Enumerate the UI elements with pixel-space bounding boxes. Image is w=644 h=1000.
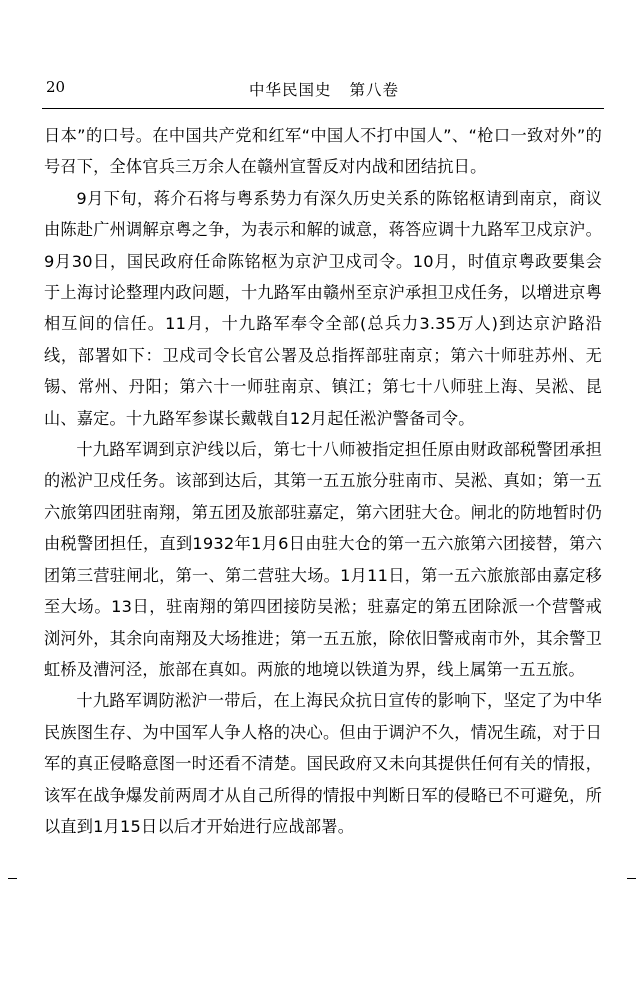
page-number: 20 — [46, 78, 66, 96]
page-header — [46, 78, 602, 100]
paragraph: 十九路军调到京沪线以后，第七十八师被指定担任原由财政部税警团承担的淞沪卫戍任务。该部到达后，其第一五五旅分驻南市、吴淞、真如；第一五六旅第四团驻南翔，第五团及旅部驻嘉定，第六团驻大仓。闸北的防地暂时仍由税警团担任，直到1932年1月6日由驻大仓的第一五六旅第六团接替，第六团第三营驻闸北，第一、第二营驻大场。1月11日，第一五六旅旅部由嘉定移至大场。13日，驻南翔的第四团接防吴淞；驻嘉定的第五团除派一个营警戒浏河外，其余向南翔及大场推进；第一五五旅，除依旧警戒南市外，其余警卫虹桥及漕河泾，旅部在真如。两旅的地境以铁道为界，线上属第一五五旅。 — [44, 440, 602, 679]
crop-mark-left — [8, 878, 17, 879]
paragraph: 日本”的口号。在中国共产党和红军“中国人不打中国人”、“枪口一致对外”的号召下，全体官兵三万余人在赣州宣誓反对内战和团结抗日。 — [44, 126, 602, 177]
paragraph: 十九路军调防淞沪一带后，在上海民众抗日宣传的影响下，坚定了为中华民族图生存、为中国军人争人格的决心。但由于调沪不久，情况生疏，对于日军的真正侵略意图一时还看不清楚。国民政府又未向其提供任何有关的情报，该军在战争爆发前两周才从自己所得的情报中判断日军的侵略已不可避免，所以直到1月15日以后才开始进行应战部署。 — [44, 691, 602, 836]
paragraph: 9月下旬，蒋介石将与粤系势力有深久历史关系的陈铭枢请到南京，商议由陈赴广州调解京粤之争，为表示和解的诚意，蒋答应调十九路军卫戍京沪。9月30日，国民政府任命陈铭枢为京沪卫戍司令。10月，时值京粤政要集会于上海讨论整理内政问题，十九路军由赣州至京沪承担卫戍任务，以增进京粤相互间的信任。11月，十九路军奉令全部(总兵力3.35万人)到达京沪路沿线，部署如下：卫戍司令长官公署及总指挥部驻南京；第六十师驻苏州、无锡、常州、丹阳；第六十一师驻南京、镇江；第七十八师驻上海、吴淞、昆山、嘉定。十九路军参谋长戴戟自12月起任淞沪警备司令。 — [44, 188, 602, 428]
book-title: 中华民国史 — [248, 81, 332, 99]
running-header — [46, 78, 602, 100]
body-text — [44, 120, 602, 842]
volume-label: 第八卷 — [349, 81, 400, 99]
header-rule — [42, 108, 604, 109]
crop-mark-right — [627, 878, 636, 879]
